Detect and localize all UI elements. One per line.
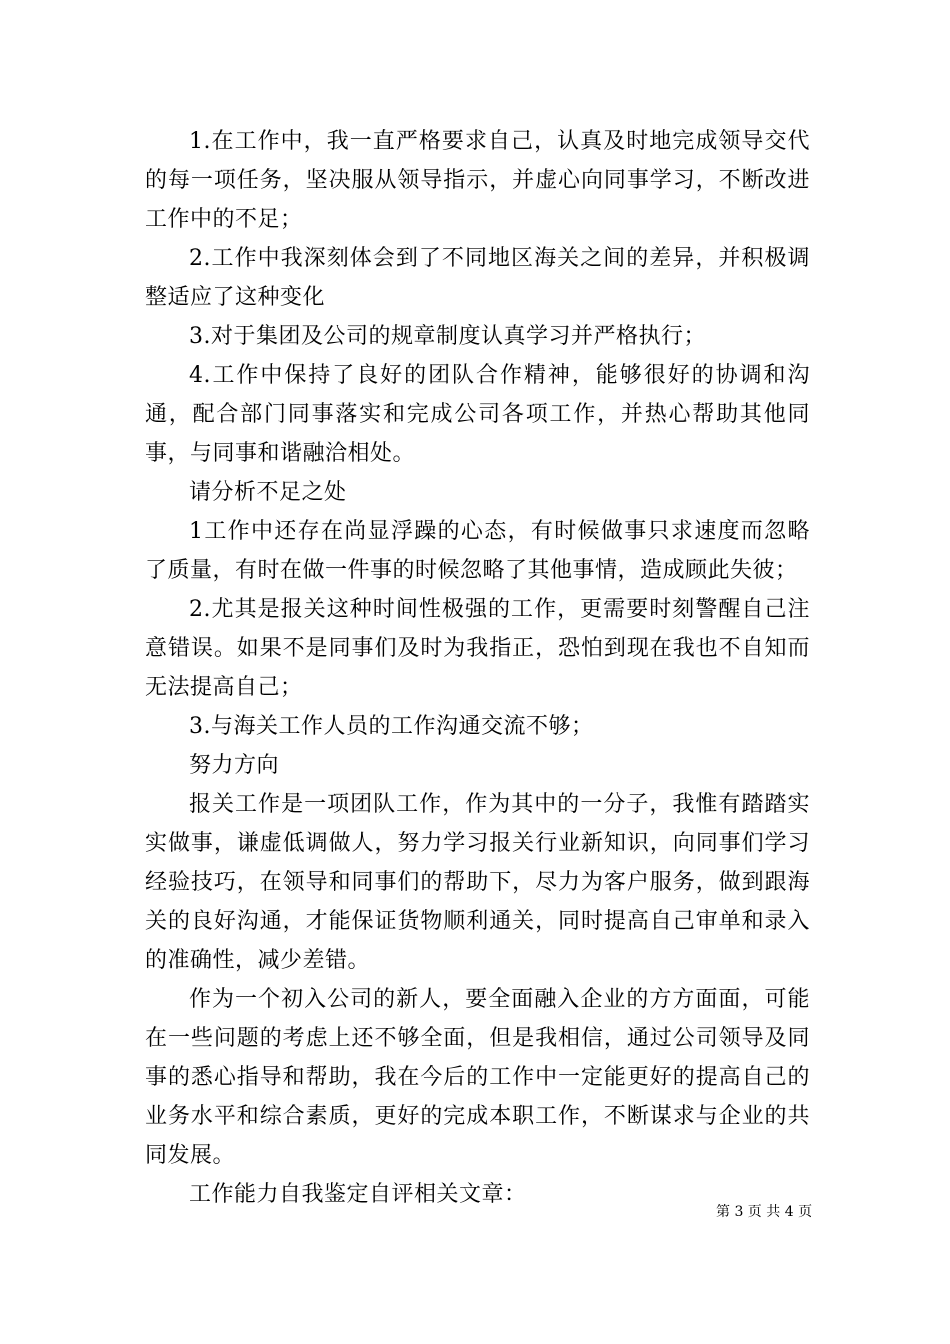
paragraph-work-item-2: 2.工作中我深刻体会到了不同地区海关之间的差异，并积极调整适应了这种变化 [145, 246, 810, 310]
paragraph-conclusion: 作为一个初入公司的新人，要全面融入企业的方方面面，可能在一些问题的考虑上还不够全面，但是我相信，通过公司领导及同事的悉心指导和帮助，我在今后的工作中一定能更好的提高自己的业务水平和综合素质，更好的完成本职工作，不断谋求与企业的共同发展。 [145, 987, 810, 1168]
paragraph-shortcoming-2: 2.尤其是报关这种时间性极强的工作，更需要时刻警醒自己注意错误。如果不是同事们及时为我指正，恐怕到现在我也不自知而无法提高自己； [145, 597, 810, 700]
section-heading-shortcomings: 请分析不足之处 [189, 480, 347, 505]
paragraph-related-articles: 工作能力自我鉴定自评相关文章： [189, 1182, 527, 1207]
paragraph-direction: 报关工作是一项团队工作，作为其中的一分子，我惟有踏踏实实做事，谦虚低调做人，努力学习报关行业新知识，向同事们学习经验技巧，在领导和同事们的帮助下，尽力为客户服务，做到跟海关的良好沟通，才能保证货物顺利通关，同时提高自己审单和录入的准确性，减少差错。 [145, 792, 810, 973]
paragraph-work-item-3: 3.对于集团及公司的规章制度认真学习并严格执行； [189, 324, 706, 349]
section-heading-direction: 努力方向 [189, 753, 280, 778]
paragraph-shortcoming-1: 1工作中还存在尚显浮躁的心态，有时候做事只求速度而忽略了质量，有时在做一件事的时候忽略了其他事情，造成顾此失彼； [145, 519, 810, 583]
paragraph-shortcoming-3: 3.与海关工作人员的工作沟通交流不够； [189, 714, 594, 739]
paragraph-work-item-1: 1.在工作中，我一直严格要求自己，认真及时地完成领导交代的每一项任务，坚决服从领导指示，并虚心向同事学习，不断改进工作中的不足； [145, 129, 810, 232]
paragraph-work-item-4: 4.工作中保持了良好的团队合作精神，能够很好的协调和沟通，配合部门同事落实和完成公司各项工作，并热心帮助其他同事，与同事和谐融洽相处。 [145, 363, 810, 466]
document-body [145, 122, 810, 1214]
page-number-footer: 第 3 页 共 4 页 [716, 1204, 813, 1220]
